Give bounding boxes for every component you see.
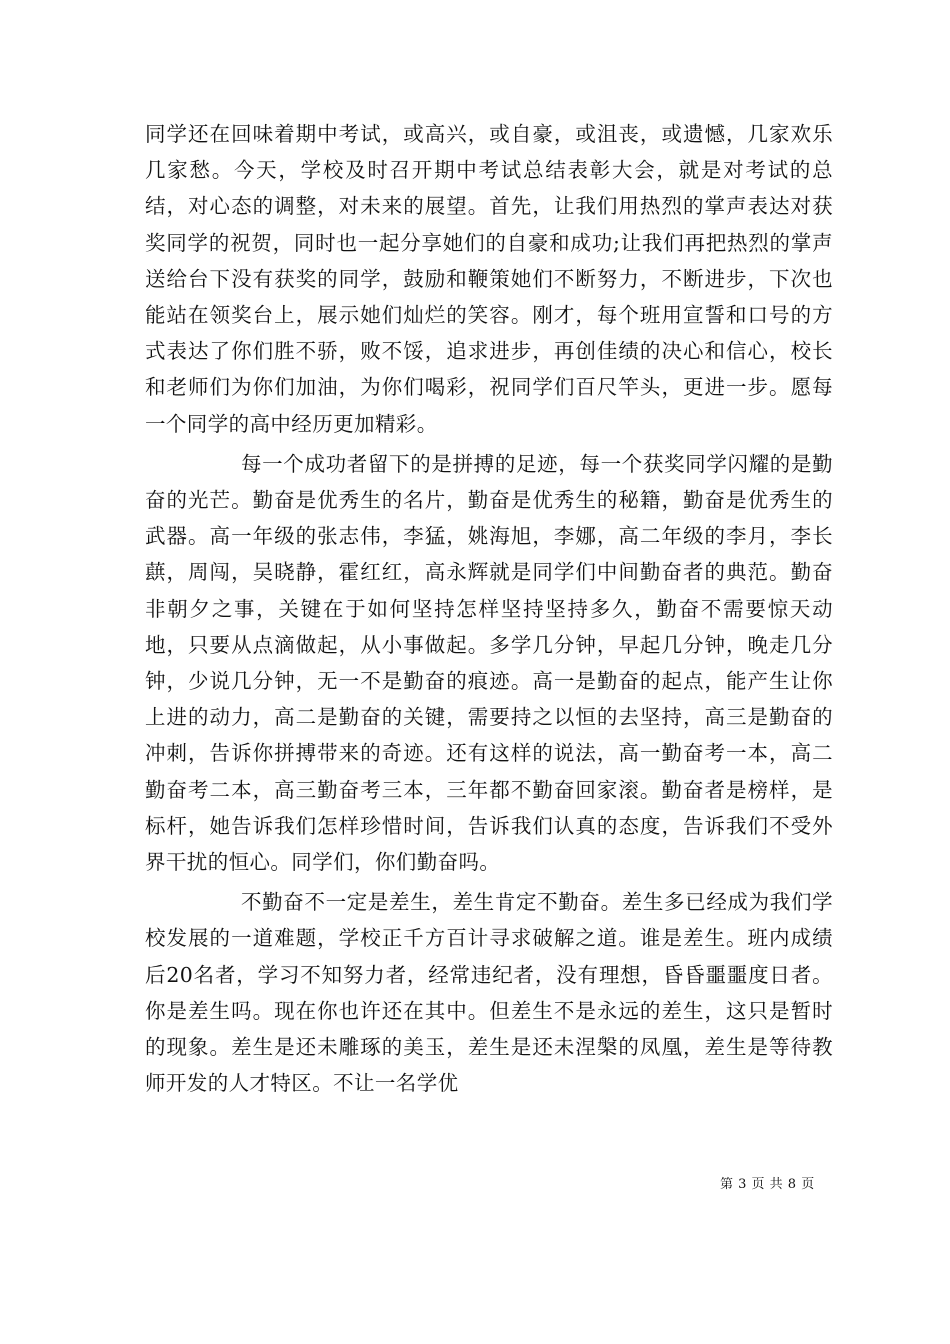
paragraph-1: 同学还在回味着期中考试，或高兴，或自豪，或沮丧，或遗憾，几家欢乐几家愁。今天，学校及时召开期中考试总结表彰大会，就是对考试的总结，对心态的调整，对未来的展望。首先，让我们用热烈的掌声表达对获奖同学的祝贺，同时也一起分享她们的自豪和成功;让我们再把热烈的掌声送给台下没有获奖的同学，鼓励和鞭策她们不断努力，不断进步，下次也能站在领奖台上，展示她们灿烂的笑容。刚才，每个班用宣誓和口号的方式表达了你们胜不骄，败不馁，追求进步，再创佳绩的决心和信心，校长和老师们为你们加油，为你们喝彩，祝同学们百尺竿头，更进一步。愿每一个同学的高中经历更加精彩。 bbox=[145, 122, 833, 436]
paragraph-2: 每一个成功者留下的是拼搏的足迹，每一个获奖同学闪耀的是勤奋的光芒。勤奋是优秀生的名片，勤奋是优秀生的秘籍，勤奋是优秀生的武器。高一年级的张志伟，李猛，姚海旭，李娜，高二年级的李月，李长蕻，周闯，吴晓静，霍红红，高永辉就是同学们中间勤奋者的典范。勤奋非朝夕之事，关键在于如何坚持怎样坚持坚持多久，勤奋不需要惊天动地，只要从点滴做起，从小事做起。多学几分钟，早起几分钟，晚走几分钟，少说几分钟，无一不是勤奋的痕迹。高一是勤奋的起点，能产生让你上进的动力，高二是勤奋的关键，需要持之以恒的去坚持，高三是勤奋的冲刺，告诉你拼搏带来的奇迹。还有这样的说法，高一勤奋考一本，高二勤奋考二本，高三勤奋考三本，三年都不勤奋回家滚。勤奋者是榜样，是标杆，她告诉我们怎样珍惜时间，告诉我们认真的态度，告诉我们不受外界干扰的恒心。同学们，你们勤奋吗。 bbox=[145, 451, 833, 875]
paragraph-3: 不勤奋不一定是差生，差生肯定不勤奋。差生多已经成为我们学校发展的一道难题，学校正千方百计寻求破解之道。谁是差生。班内成绩后20名者，学习不知努力者，经常违纪者，没有理想，昏昏噩噩度日者。你是差生吗。现在你也许还在其中。但差生不是永远的差生，这只是暂时的现象。差生是还未雕琢的美玉，差生是还未涅槃的凤凰，差生是等待教师开发的人才特区。不让一名学优 bbox=[145, 890, 833, 1096]
document-page bbox=[145, 116, 833, 1101]
page-number-footer: 第 3 页 共 8 页 bbox=[720, 1177, 815, 1192]
